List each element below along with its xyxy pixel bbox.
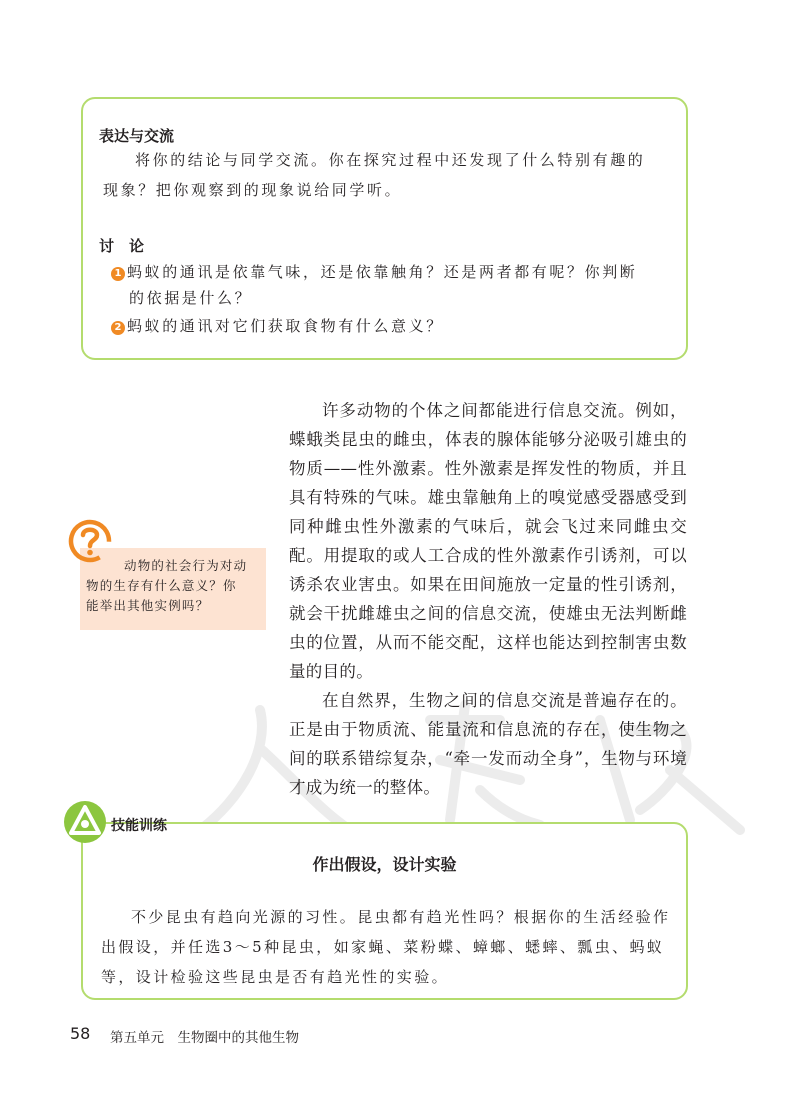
number-badge-2: 2 — [111, 321, 125, 335]
skills-box — [81, 822, 688, 1000]
skills-training-icon — [63, 800, 107, 844]
express-para-line2: 现象？把你观察到的现象说给同学听。 — [103, 181, 403, 199]
skills-label: 技能训练 — [111, 818, 167, 834]
main-body-text — [289, 396, 687, 802]
think-line2: 物的生存有什么意义？你 — [86, 578, 237, 593]
think-line3: 能举出其他实例吗？ — [86, 598, 210, 613]
skills-title: 作出假设，设计实验 — [312, 855, 457, 874]
number-badge-1: 1 — [111, 267, 125, 281]
question-2 — [111, 313, 444, 339]
express-para-line1: 将你的结论与同学交流。你在探究过程中还发现了什么特别有趣的 — [135, 151, 646, 169]
express-heading: 表达与交流 — [99, 127, 175, 145]
question-mark-icon — [68, 519, 112, 563]
unit-title: 第五单元 生物圈中的其他生物 — [110, 1030, 299, 1046]
main-paragraph-2: 在自然界，生物之间的信息交流是普遍存在的。正是由于物质流、能量流和信息流的存在，使生物之间的联系错综复杂，“牵一发而动全身”，生物与环境才成为统一的整体。 — [289, 691, 687, 797]
question-1 — [111, 259, 637, 285]
think-text — [86, 556, 262, 616]
skills-paragraph: 不少昆虫有趋向光源的习性。昆虫都有趋光性吗？根据你的生活经验作出假设，并任选3～5种昆虫，如家蝇、菜粉蝶、蟑螂、蟋蟀、瓢虫、蚂蚁等，设计检验这些昆虫是否有趋光性的实验。 — [101, 908, 671, 986]
question-2-line1: 蚂蚁的通讯对它们获取食物有什么意义？ — [127, 317, 444, 335]
discussion-heading: 讨 论 — [99, 237, 145, 255]
think-line1: 动物的社会行为对动 — [124, 558, 248, 573]
question-1-line1: 蚂蚁的通讯是依靠气味，还是依靠触角？还是两者都有呢？你判断 — [127, 263, 638, 281]
page-number: 58 — [70, 1024, 91, 1043]
express-discuss-box — [81, 97, 688, 360]
question-1-line2: 的依据是什么？ — [129, 289, 253, 307]
main-paragraph-1: 许多动物的个体之间都能进行信息交流。例如，蝶蛾类昆虫的雌虫，体表的腺体能够分泌吸引雄虫的物质——性外激素。性外激素是挥发性的物质，并且具有特殊的气味。雄虫靠触角上的嗅觉感受器感受到同种雌虫性外激素的气味后，就会飞过来同雌虫交配。用提取的或人工合成的性外激素作引诱剂，可以诱杀农业害虫。如果在田间施放一定量的性引诱剂，就会干扰雌雄虫之间的信息交流，使雄虫无法判断雌虫的位置，从而不能交配，这样也能达到控制害虫数量的目的。 — [289, 401, 687, 681]
